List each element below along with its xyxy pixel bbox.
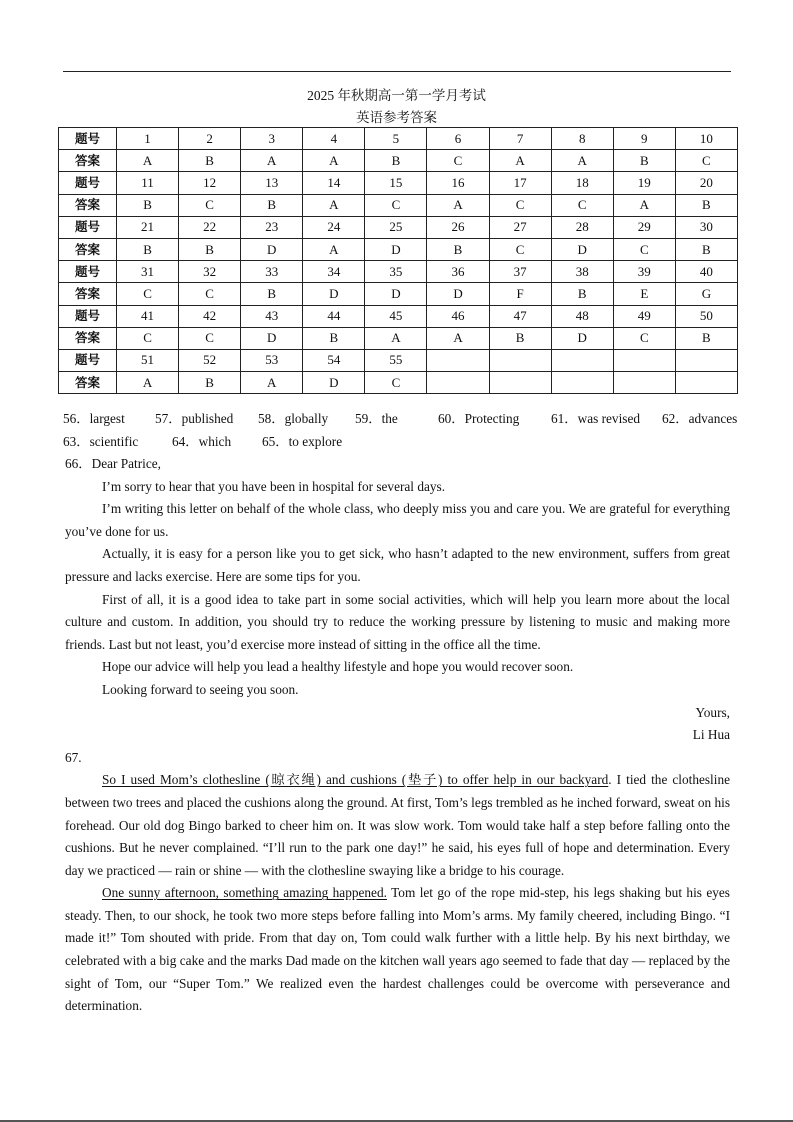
- letter-paragraph: Looking forward to seeing you soon.: [102, 681, 299, 697]
- answer-cell: B: [613, 150, 675, 172]
- answer-cell: D: [365, 283, 427, 305]
- question-number-cell: 5: [365, 128, 427, 150]
- answer-cell: A: [613, 194, 675, 216]
- question-number-cell: 25: [365, 216, 427, 238]
- answer-row: [59, 327, 738, 349]
- question-number-cell: 9: [613, 128, 675, 150]
- answer-table-body: [59, 128, 738, 394]
- answer-cell: C: [179, 194, 241, 216]
- answer-cell: C: [613, 238, 675, 260]
- answer-cell: C: [427, 150, 489, 172]
- answer-cell: A: [303, 238, 365, 260]
- answer-cell: D: [365, 238, 427, 260]
- answer-cell: F: [489, 283, 551, 305]
- question-number-cell: 46: [427, 305, 489, 327]
- answer-cell: A: [117, 372, 179, 394]
- answer-label: 答案: [59, 372, 117, 394]
- answer-cell: D: [241, 327, 303, 349]
- answer-table: [58, 127, 738, 394]
- letter-paragraph: Hope our advice will help you lead a healthy lifestyle and hope you would recover soon.: [102, 659, 574, 675]
- question-number-cell: 6: [427, 128, 489, 150]
- story-text: . I tied the clothesline between two trees and placed the cushions along the ground. At first, Tom’s legs trembled as he inched forward, sweat on his forehead. Our old dog Bingo barked to cheer him on. It was slow work. Tom would take half a step before falling onto the cushions. But he never complained. “I’ll run to the park one day!” he said, his eyes full of hope and determination. Every day we practiced — rain or shine — with the clothesline swaying like a bridge to his courage.: [65, 772, 730, 878]
- question-number-cell: 4: [303, 128, 365, 150]
- question-number-cell: 50: [675, 305, 737, 327]
- answer-cell: A: [365, 327, 427, 349]
- fill-in-answer: 61．was revised: [551, 411, 640, 426]
- question-label: 题号: [59, 216, 117, 238]
- answer-cell: A: [117, 150, 179, 172]
- answer-cell: [427, 372, 489, 394]
- letter-signature: Li Hua: [692, 727, 730, 743]
- letter-closing: Yours,: [695, 704, 730, 720]
- letter-paragraph: Actually, it is easy for a person like you to get sick, who hasn’t adapted to the new environment, suffers from great pressure and lacks exercise. Here are some tips for you.: [65, 546, 730, 584]
- question-label: 题号: [59, 172, 117, 194]
- question-number-cell: 37: [489, 261, 551, 283]
- question-number-cell: 44: [303, 305, 365, 327]
- answer-cell: B: [179, 150, 241, 172]
- question-number-row: [59, 216, 738, 238]
- answer-cell: C: [365, 372, 427, 394]
- question-number-cell: [551, 349, 613, 371]
- story-paragraph-1: [65, 769, 730, 882]
- answer-cell: A: [303, 194, 365, 216]
- answer-row: [59, 238, 738, 260]
- question-number-cell: 16: [427, 172, 489, 194]
- question-number-cell: 3: [241, 128, 303, 150]
- fill-in-answer: 60．Protecting: [438, 411, 520, 426]
- underlined-opening-sentence: One sunny afternoon, something amazing happened.: [102, 885, 387, 901]
- question-number-cell: 21: [117, 216, 179, 238]
- question-number-cell: 29: [613, 216, 675, 238]
- answer-cell: C: [675, 150, 737, 172]
- answer-label: 答案: [59, 194, 117, 216]
- answer-cell: [613, 372, 675, 394]
- fill-in-answer: 64．which: [172, 434, 232, 449]
- question-number-cell: [489, 349, 551, 371]
- answer-row: [59, 372, 738, 394]
- question-number-cell: 8: [551, 128, 613, 150]
- answer-cell: D: [551, 327, 613, 349]
- answer-cell: C: [613, 327, 675, 349]
- answer-cell: [675, 372, 737, 394]
- answer-cell: C: [489, 238, 551, 260]
- answer-cell: A: [427, 194, 489, 216]
- q67-label: 67.: [65, 749, 82, 765]
- answer-cell: A: [241, 372, 303, 394]
- answer-key-subtitle: 英语参考答案: [356, 110, 437, 125]
- answer-label: 答案: [59, 238, 117, 260]
- answer-cell: A: [427, 327, 489, 349]
- fill-in-answer: 62．advances: [662, 411, 738, 426]
- answer-cell: C: [489, 194, 551, 216]
- fill-in-answer: 58．globally: [258, 411, 329, 426]
- answer-cell: B: [179, 372, 241, 394]
- answer-cell: G: [675, 283, 737, 305]
- answer-cell: D: [303, 283, 365, 305]
- fill-in-answer: 63．scientific: [63, 434, 139, 449]
- question-number-cell: 38: [551, 261, 613, 283]
- answer-label: 答案: [59, 150, 117, 172]
- letter-paragraph: First of all, it is a good idea to take part in some social activities, which will help you learn more about the local culture and custom. In addition, you should try to reduce the working pressure by listening to music and making more friends. Last but not least, you’d exercise more instead of sitting in the office all the time.: [65, 591, 730, 652]
- answer-cell: C: [117, 327, 179, 349]
- question-number-cell: 36: [427, 261, 489, 283]
- answer-row: [59, 194, 738, 216]
- answer-cell: B: [117, 238, 179, 260]
- question-number-cell: 24: [303, 216, 365, 238]
- question-number-cell: 7: [489, 128, 551, 150]
- answer-cell: B: [489, 327, 551, 349]
- answer-cell: B: [179, 238, 241, 260]
- question-number-cell: 33: [241, 261, 303, 283]
- question-number-cell: 23: [241, 216, 303, 238]
- question-number-cell: 26: [427, 216, 489, 238]
- answer-label: 答案: [59, 283, 117, 305]
- question-number-cell: 1: [117, 128, 179, 150]
- header-rule: [63, 71, 731, 72]
- question-number-cell: 27: [489, 216, 551, 238]
- story-paragraph-2: [65, 882, 730, 1018]
- question-number-cell: [613, 349, 675, 371]
- answer-cell: B: [303, 327, 365, 349]
- fill-in-answer: 65．to explore: [262, 434, 343, 449]
- answer-cell: C: [551, 194, 613, 216]
- question-number-cell: 13: [241, 172, 303, 194]
- letter-paragraph: I’m sorry to hear that you have been in hospital for several days.: [102, 478, 446, 494]
- answer-cell: C: [117, 283, 179, 305]
- question-number-cell: 40: [675, 261, 737, 283]
- question-number-cell: 48: [551, 305, 613, 327]
- answer-cell: C: [365, 194, 427, 216]
- question-label: 题号: [59, 305, 117, 327]
- question-number-cell: 34: [303, 261, 365, 283]
- question-number-cell: [675, 349, 737, 371]
- question-number-cell: [427, 349, 489, 371]
- question-number-row: [59, 172, 738, 194]
- question-number-cell: 15: [365, 172, 427, 194]
- answer-cell: A: [303, 150, 365, 172]
- question-number-cell: 17: [489, 172, 551, 194]
- answer-cell: B: [365, 150, 427, 172]
- question-number-cell: 2: [179, 128, 241, 150]
- answer-cell: [489, 372, 551, 394]
- question-number-cell: 12: [179, 172, 241, 194]
- answer-cell: E: [613, 283, 675, 305]
- answer-cell: B: [675, 327, 737, 349]
- question-number-cell: 51: [117, 349, 179, 371]
- question-number-cell: 39: [613, 261, 675, 283]
- question-label: 题号: [59, 349, 117, 371]
- answer-cell: B: [427, 238, 489, 260]
- question-number-cell: 53: [241, 349, 303, 371]
- question-number-cell: 43: [241, 305, 303, 327]
- question-number-cell: 20: [675, 172, 737, 194]
- answer-cell: B: [241, 194, 303, 216]
- answer-cell: C: [179, 327, 241, 349]
- exam-title: 2025 年秋期高一第一学月考试: [307, 88, 486, 103]
- q66-letter: [65, 453, 730, 1018]
- answer-cell: D: [551, 238, 613, 260]
- question-number-cell: 11: [117, 172, 179, 194]
- answer-label: 答案: [59, 327, 117, 349]
- question-number-cell: 32: [179, 261, 241, 283]
- answer-row: [59, 150, 738, 172]
- question-label: 题号: [59, 128, 117, 150]
- question-number-cell: 35: [365, 261, 427, 283]
- answer-row: [59, 283, 738, 305]
- question-number-row: [59, 128, 738, 150]
- question-number-cell: 42: [179, 305, 241, 327]
- question-number-cell: 14: [303, 172, 365, 194]
- question-number-row: [59, 261, 738, 283]
- question-number-cell: 30: [675, 216, 737, 238]
- underlined-opening-sentence: So I used Mom’s clothesline (晾衣绳) and cushions (垫子) to offer help in our backyard: [102, 772, 609, 788]
- question-number-cell: 47: [489, 305, 551, 327]
- story-text: Tom let go of the rope mid-step, his legs shaking but his eyes steady. Then, to our shock, he took two more steps before falling into Mom’s arms. My family cheered, including Bingo. “I made it!” Tom shouted with pride. From that day on, Tom could walk further with a little help. By his next birthday, we celebrated with a big cake and the marks Dad made on the kitchen wall years ago seemed to fade that day — replaced by the sight of Tom, our “Super Tom.” We realized even the hardest challenges could be overcome with perseverance and determination.: [65, 885, 730, 1014]
- question-number-cell: 28: [551, 216, 613, 238]
- answer-cell: D: [303, 372, 365, 394]
- answer-cell: A: [551, 150, 613, 172]
- question-number-cell: 31: [117, 261, 179, 283]
- question-number-row: [59, 349, 738, 371]
- question-number-cell: 10: [675, 128, 737, 150]
- answer-cell: C: [179, 283, 241, 305]
- question-number-cell: 55: [365, 349, 427, 371]
- answer-cell: B: [675, 238, 737, 260]
- question-number-cell: 18: [551, 172, 613, 194]
- fill-in-answer: 59．the: [355, 411, 398, 426]
- question-number-cell: 22: [179, 216, 241, 238]
- answer-cell: A: [489, 150, 551, 172]
- question-number-row: [59, 305, 738, 327]
- answer-cell: B: [117, 194, 179, 216]
- question-number-cell: 52: [179, 349, 241, 371]
- fill-in-answer: 57．published: [155, 411, 234, 426]
- answer-cell: A: [241, 150, 303, 172]
- fill-in-answer: 56．largest: [63, 411, 125, 426]
- q66-salutation: 66．Dear Patrice,: [65, 456, 161, 471]
- answer-cell: D: [241, 238, 303, 260]
- question-number-cell: 49: [613, 305, 675, 327]
- question-number-cell: 54: [303, 349, 365, 371]
- question-number-cell: 19: [613, 172, 675, 194]
- letter-paragraph: I’m writing this letter on behalf of the whole class, who deeply miss you and care you. We are grateful for everything you’ve done for us.: [65, 501, 730, 539]
- answer-cell: B: [675, 194, 737, 216]
- question-label: 题号: [59, 261, 117, 283]
- answer-cell: B: [241, 283, 303, 305]
- question-number-cell: 45: [365, 305, 427, 327]
- answer-cell: D: [427, 283, 489, 305]
- question-number-cell: 41: [117, 305, 179, 327]
- answer-cell: B: [551, 283, 613, 305]
- answer-cell: [551, 372, 613, 394]
